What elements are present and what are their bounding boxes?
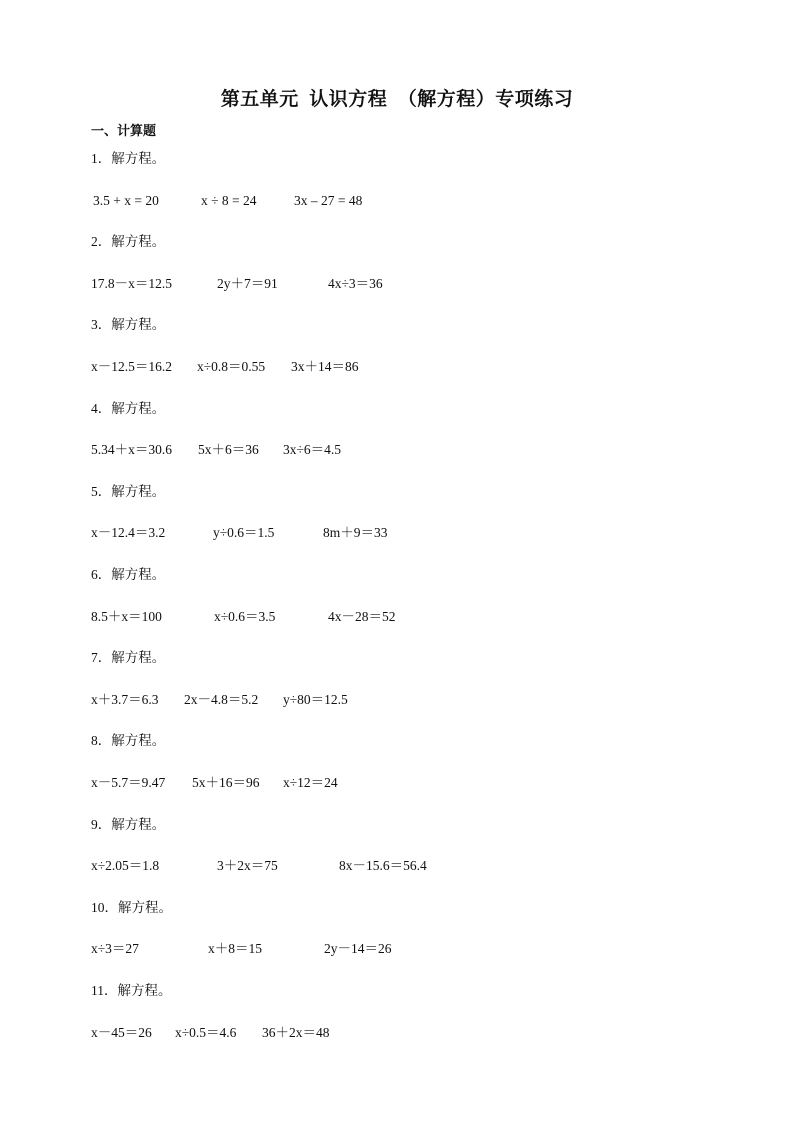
equation-4-1: 5.34＋x＝30.6 (91, 442, 172, 457)
equation-4-2: 5x＋6＝36 (198, 442, 259, 457)
equation-11-1: x－45＝26 (91, 1025, 152, 1040)
equation-row-6 (91, 608, 691, 626)
equation-8-2: 5x＋16＝96 (192, 775, 260, 790)
equation-11-3: 36＋2x＝48 (262, 1025, 330, 1040)
problem-heading-7: 7．解方程。 (91, 650, 166, 665)
equation-8-1: x－5.7＝9.47 (91, 775, 166, 790)
equation-7-3: y÷80＝12.5 (283, 692, 348, 707)
equation-5-1: x－12.4＝3.2 (91, 525, 166, 540)
page-title: 第五单元 认识方程 （解方程）专项练习 (220, 89, 574, 110)
problem-heading-5: 5．解方程。 (91, 484, 166, 499)
equation-7-2: 2x－4.8＝5.2 (184, 692, 259, 707)
equation-4-3: 3x÷6＝4.5 (283, 442, 342, 457)
equation-2-3: 4x÷3＝36 (328, 276, 383, 291)
equation-3-3: 3x＋14＝86 (291, 359, 359, 374)
equation-row-3 (91, 358, 691, 376)
equation-9-1: x÷2.05＝1.8 (91, 858, 160, 873)
equation-row-4 (91, 441, 691, 459)
equation-row-1 (91, 192, 691, 210)
problem-heading-3: 3．解方程。 (91, 317, 166, 332)
equation-1-2: x ÷ 8 = 24 (201, 193, 257, 208)
equation-row-11 (91, 1024, 691, 1042)
equation-7-1: x＋3.7＝6.3 (91, 692, 159, 707)
equation-2-1: 17.8－x＝12.5 (91, 276, 172, 291)
equation-9-2: 3＋2x＝75 (217, 858, 278, 873)
problem-heading-10: 10．解方程。 (91, 900, 172, 915)
equation-3-1: x－12.5＝16.2 (91, 359, 172, 374)
equation-1-3: 3x – 27 = 48 (294, 193, 363, 208)
problem-heading-6: 6．解方程。 (91, 567, 166, 582)
equation-5-3: 8m＋9＝33 (323, 525, 388, 540)
equation-11-2: x÷0.5＝4.6 (175, 1025, 237, 1040)
equation-row-8 (91, 774, 691, 792)
equation-row-7 (91, 691, 691, 709)
problem-heading-1: 1．解方程。 (91, 151, 166, 166)
equation-8-3: x÷12＝24 (283, 775, 338, 790)
equation-row-2 (91, 275, 691, 293)
problem-heading-11: 11．解方程。 (91, 983, 172, 998)
section-heading: 一、计算题 (91, 123, 157, 138)
equation-row-5 (91, 524, 691, 542)
problem-heading-2: 2．解方程。 (91, 234, 166, 249)
problem-heading-4: 4．解方程。 (91, 401, 166, 416)
equation-2-2: 2y＋7＝91 (217, 276, 278, 291)
problem-heading-8: 8．解方程。 (91, 733, 166, 748)
equation-6-1: 8.5＋x＝100 (91, 609, 162, 624)
equation-10-3: 2y－14＝26 (324, 941, 392, 956)
equation-10-2: x＋8＝15 (208, 941, 262, 956)
equation-row-10 (91, 940, 691, 958)
equation-5-2: y÷0.6＝1.5 (213, 525, 275, 540)
equation-row-9 (91, 857, 691, 875)
equation-10-1: x÷3＝27 (91, 941, 139, 956)
equation-9-3: 8x－15.6＝56.4 (339, 858, 427, 873)
problem-heading-9: 9．解方程。 (91, 817, 166, 832)
equation-3-2: x÷0.8＝0.55 (197, 359, 266, 374)
equation-1-1: 3.5 + x = 20 (93, 193, 159, 208)
equation-6-3: 4x－28＝52 (328, 609, 396, 624)
equation-6-2: x÷0.6＝3.5 (214, 609, 276, 624)
